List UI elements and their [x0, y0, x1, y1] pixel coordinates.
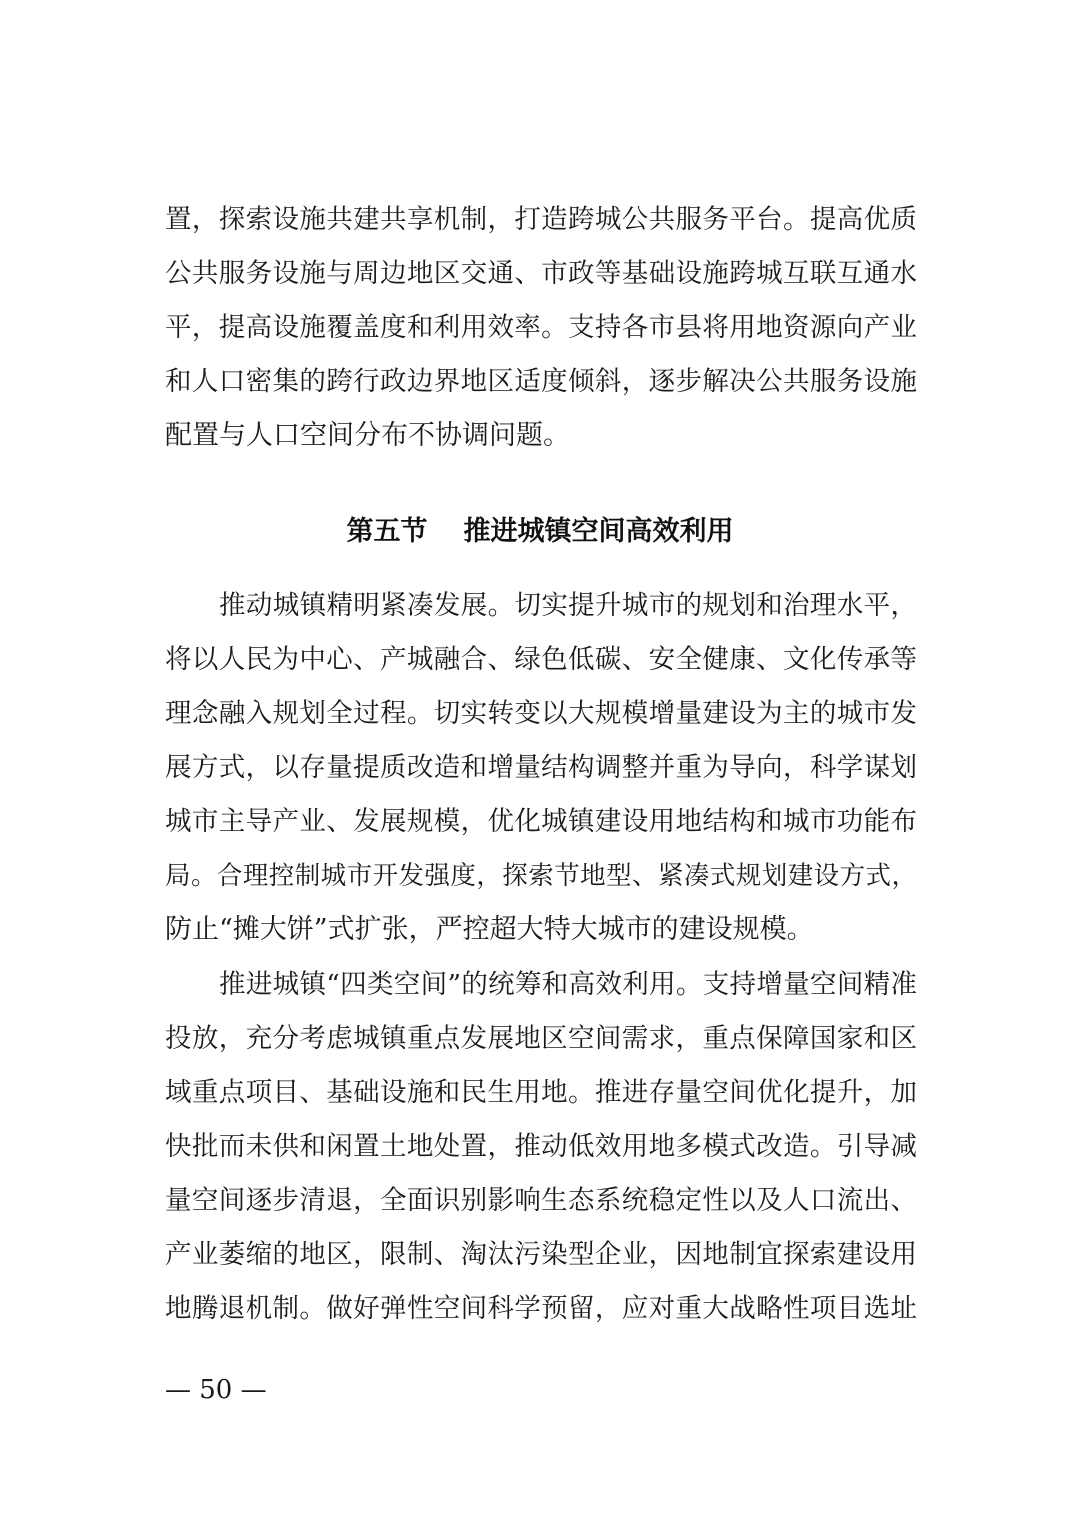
text-line: 将以人民为中心、产城融合、绿色低碳、安全健康、文化传承等 — [165, 644, 917, 675]
text-line: 配置与人口空间分布不协调问题。 — [165, 420, 570, 451]
section-title: 推进城镇空间高效利用 — [463, 516, 734, 547]
text-line: 城市主导产业、发展规模，优化城镇建设用地结构和城市功能布 — [165, 806, 917, 837]
text-line: 和人口密集的跨行政边界地区适度倾斜，逐步解决公共服务设施 — [165, 366, 917, 397]
text-line: 地腾退机制。做好弹性空间科学预留，应对重大战略性项目选址 — [165, 1293, 917, 1324]
text-line: 展方式，以存量提质改造和增量结构调整并重为导向，科学谋划 — [165, 752, 917, 783]
page-number: — 50 — — [165, 1375, 267, 1405]
text-line: 公共服务设施与周边地区交通、市政等基础设施跨城互联互通水 — [165, 258, 917, 289]
text-line: 局。合理控制城市开发强度，探索节地型、紧凑式规划建设方式， — [165, 861, 917, 891]
section-heading — [0, 512, 1080, 552]
text-line: 投放，充分考虑城镇重点发展地区空间需求，重点保障国家和区 — [165, 1023, 917, 1054]
section-number: 第五节 — [346, 516, 428, 547]
text-line: 推进城镇“四类空间”的统筹和高效利用。支持增量空间精准 — [219, 969, 917, 1000]
text-line: 量空间逐步清退，全面识别影响生态系统稳定性以及人口流出、 — [165, 1185, 917, 1216]
text-line: 平，提高设施覆盖度和利用效率。支持各市县将用地资源向产业 — [165, 312, 917, 343]
text-line: 置，探索设施共建共享机制，打造跨城公共服务平台。提高优质 — [165, 204, 917, 235]
text-line: 推动城镇精明紧凑发展。切实提升城市的规划和治理水平， — [219, 590, 917, 621]
text-line: 快批而未供和闲置土地处置，推动低效用地多模式改造。引导减 — [165, 1131, 917, 1162]
text-line: 理念融入规划全过程。切实转变以大规模增量建设为主的城市发 — [165, 698, 917, 729]
text-line: 域重点项目、基础设施和民生用地。推进存量空间优化提升，加 — [165, 1077, 917, 1108]
text-line: 防止“摊大饼”式扩张，严控超大特大城市的建设规模。 — [165, 914, 814, 945]
text-line: 产业萎缩的地区，限制、淘汰污染型企业，因地制宜探索建设用 — [165, 1239, 917, 1270]
